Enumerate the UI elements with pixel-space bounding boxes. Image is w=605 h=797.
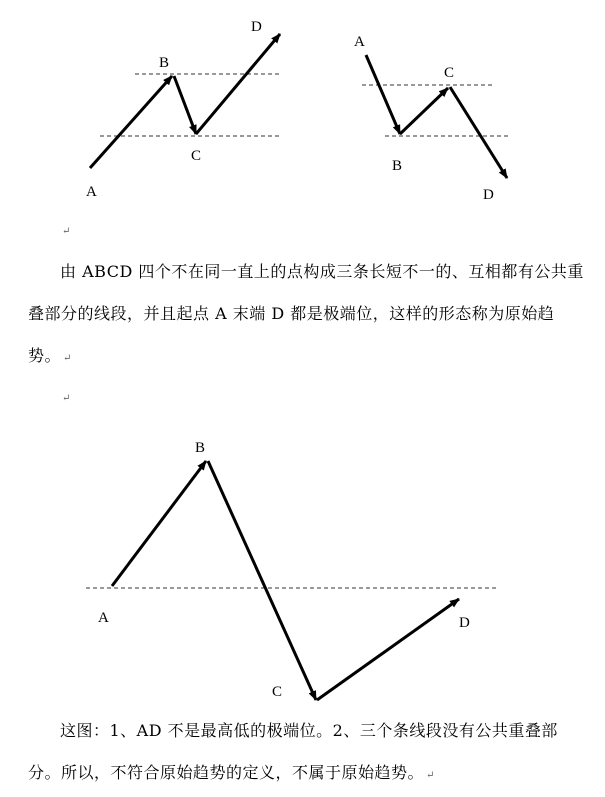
segment-cd <box>450 87 507 178</box>
label-c: C <box>444 65 455 81</box>
paragraph-mark: ↵ <box>62 393 71 404</box>
explanation-text: 这图：1、AD 不是最高低的极端位。2、三个条线段没有公共重叠部分。所以，不符合原始趋势的定义，不属于原始趋势。 <box>28 721 558 782</box>
paragraph-mark: ↵ <box>63 353 72 364</box>
right-pattern <box>354 34 508 203</box>
segment-cd <box>317 599 459 700</box>
label-a: A <box>98 610 109 626</box>
label-b: B <box>392 158 403 174</box>
figure-counter-example <box>0 420 605 710</box>
label-d: D <box>459 615 470 631</box>
label-b: B <box>195 440 206 456</box>
label-c: C <box>191 148 202 164</box>
label-c: C <box>272 684 283 700</box>
segment-bc <box>400 88 448 134</box>
paragraph-mark: ↵ <box>426 770 435 781</box>
explanation-paragraph <box>28 710 584 797</box>
segment-cd <box>196 34 280 134</box>
definition-text: 由 ABCD 四个不在同一直上的点构成三条长短不一的、互相都有公共重叠部分的线段，并且起点 A 末端 D 都是极端位，这样的形态称为原始趋势。 <box>28 262 584 365</box>
segment-ab <box>366 55 400 134</box>
left-pattern <box>86 19 282 200</box>
segment-ab <box>90 76 172 168</box>
label-d: D <box>251 19 262 35</box>
paragraph-mark: ↵ <box>62 226 71 237</box>
label-b: B <box>159 55 170 71</box>
label-a: A <box>86 184 97 200</box>
label-a: A <box>354 34 365 50</box>
segment-bc <box>174 76 196 134</box>
figure-original-trend-examples <box>0 0 605 215</box>
label-d: D <box>483 187 494 203</box>
definition-paragraph <box>28 251 584 380</box>
segment-ab <box>112 461 206 586</box>
segment-bc <box>208 461 316 700</box>
